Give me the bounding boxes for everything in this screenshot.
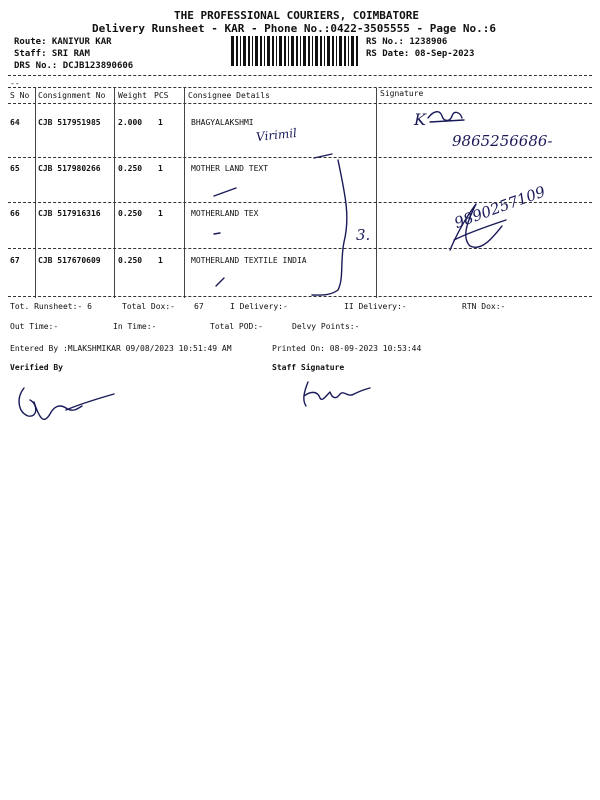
barcode-bar bbox=[303, 36, 306, 66]
barcode-bar bbox=[288, 36, 289, 66]
i-delivery: I Delivery:- bbox=[230, 302, 288, 311]
divider bbox=[8, 103, 592, 104]
verified-by-signature bbox=[10, 380, 120, 430]
row-consignee: MOTHERLAND TEXTILE INDIA bbox=[191, 256, 307, 265]
drs-number: DRS No.: DCJB123890606 bbox=[14, 61, 134, 71]
barcode-bar bbox=[344, 36, 346, 66]
barcode-bar bbox=[300, 36, 301, 66]
row-consignment: CJB 517980266 bbox=[38, 164, 101, 173]
row-consignment: CJB 517951985 bbox=[38, 118, 101, 127]
row67-phone: 9890257109 bbox=[451, 182, 548, 232]
barcode-bar bbox=[260, 36, 262, 66]
rs-number: RS No.: 1238906 bbox=[366, 37, 448, 47]
barcode-bar bbox=[272, 36, 274, 66]
rtn-dox: RTN Dox:- bbox=[462, 302, 506, 311]
route-label: Route: KANIYUR KAR bbox=[14, 37, 112, 47]
barcode-bar bbox=[296, 36, 298, 66]
col-header-pcs: PCS bbox=[154, 91, 169, 100]
total-dox-label: Total Dox:- bbox=[122, 302, 175, 311]
row64-phone: 9865256686- bbox=[452, 132, 553, 150]
row-weight: 0.250 bbox=[118, 256, 143, 265]
column-rule bbox=[114, 88, 115, 298]
barcode-bar bbox=[231, 36, 234, 66]
divider-mark: -- bbox=[10, 79, 20, 88]
barcode-bar bbox=[284, 36, 286, 66]
staff-signature-label: Staff Signature bbox=[272, 363, 345, 372]
barcode-bar bbox=[308, 36, 310, 66]
column-rule bbox=[184, 88, 185, 298]
row-weight: 0.250 bbox=[118, 164, 143, 173]
col-header-sno: S No bbox=[10, 91, 30, 100]
out-time: Out Time:- bbox=[10, 322, 59, 331]
printed-on: Printed On: 08-09-2023 10:53:44 bbox=[272, 344, 422, 353]
barcode-bar bbox=[267, 36, 270, 66]
divider bbox=[8, 87, 592, 88]
col-header-weight: Weight bbox=[118, 91, 147, 100]
row64-signature-scribble bbox=[426, 108, 466, 128]
row-consignee: MOTHER LAND TEXT bbox=[191, 164, 269, 173]
row-pcs: 1 bbox=[158, 209, 163, 218]
tot-runsheet: Tot. Runsheet:- 6 bbox=[10, 302, 92, 311]
barcode-bar bbox=[243, 36, 246, 66]
barcode-bar bbox=[348, 36, 349, 66]
barcode-bar bbox=[279, 36, 282, 66]
barcode-bar bbox=[236, 36, 238, 66]
row-consignment: CJB 517916316 bbox=[38, 209, 101, 218]
row-pcs: 1 bbox=[158, 164, 163, 173]
row-consignment: CJB 517670609 bbox=[38, 256, 101, 265]
col-header-consignment: Consignment No bbox=[38, 91, 106, 100]
barcode-bar bbox=[339, 36, 342, 66]
barcode-bar bbox=[248, 36, 250, 66]
row-consignee: MOTHERLAND TEX bbox=[191, 209, 259, 218]
verified-by-label: Verified By bbox=[10, 363, 63, 372]
barcode-bar bbox=[252, 36, 253, 66]
col-header-signature: Signature bbox=[380, 89, 424, 98]
handwritten-mark: 3. bbox=[356, 226, 371, 244]
row64-signature-name: K bbox=[414, 110, 426, 129]
barcode-bar bbox=[320, 36, 322, 66]
barcode bbox=[231, 36, 359, 66]
row-pcs: 1 bbox=[158, 256, 163, 265]
column-rule bbox=[35, 88, 36, 298]
rs-date: RS Date: 08-Sep-2023 bbox=[366, 49, 475, 59]
delvy-points: Delvy Points:- bbox=[292, 322, 360, 331]
ii-delivery: II Delivery:- bbox=[344, 302, 407, 311]
row-pcs: 1 bbox=[158, 118, 163, 127]
barcode-bar bbox=[264, 36, 265, 66]
barcode-bar bbox=[276, 36, 277, 66]
col-header-consignee: Consignee Details bbox=[188, 91, 270, 100]
barcode-bar bbox=[336, 36, 337, 66]
barcode-bar bbox=[255, 36, 258, 66]
row-weight: 0.250 bbox=[118, 209, 143, 218]
staff-label: Staff: SRI RAM bbox=[14, 49, 90, 59]
total-pod: Total POD:- bbox=[210, 322, 263, 331]
barcode-bar bbox=[324, 36, 325, 66]
in-time: In Time:- bbox=[113, 322, 157, 331]
row67-tick-mark bbox=[214, 276, 228, 290]
barcode-bar bbox=[332, 36, 334, 66]
row-sno: 64 bbox=[10, 118, 20, 127]
barcode-bar bbox=[240, 36, 241, 66]
barcode-bar bbox=[312, 36, 313, 66]
total-dox-value: 67 bbox=[194, 302, 204, 311]
row65-tick-mark bbox=[212, 186, 242, 198]
runsheet-title: Delivery Runsheet - KAR - Phone No.:0422-3505555 - Page No.:6 bbox=[92, 22, 496, 35]
divider bbox=[8, 75, 592, 76]
barcode-bar bbox=[356, 36, 358, 66]
row-sno: 65 bbox=[10, 164, 20, 173]
barcode-bar bbox=[351, 36, 354, 66]
column-rule bbox=[376, 88, 377, 298]
row64-note: Virimil bbox=[255, 125, 298, 145]
barcode-bar bbox=[291, 36, 294, 66]
row-sno: 67 bbox=[10, 256, 20, 265]
company-name: THE PROFESSIONAL COURIERS, COIMBATORE bbox=[174, 9, 420, 22]
entered-by: Entered By :MLAKSHMIKAR 09/08/2023 10:51:49 AM bbox=[10, 344, 232, 353]
row66-dot-mark bbox=[212, 230, 224, 238]
staff-signature bbox=[296, 378, 376, 412]
row-weight: 2.000 bbox=[118, 118, 143, 127]
barcode-bar bbox=[327, 36, 330, 66]
barcode-bar bbox=[315, 36, 318, 66]
row-sno: 66 bbox=[10, 209, 20, 218]
row-consignee: BHAGYALAKSHMI bbox=[191, 118, 254, 127]
